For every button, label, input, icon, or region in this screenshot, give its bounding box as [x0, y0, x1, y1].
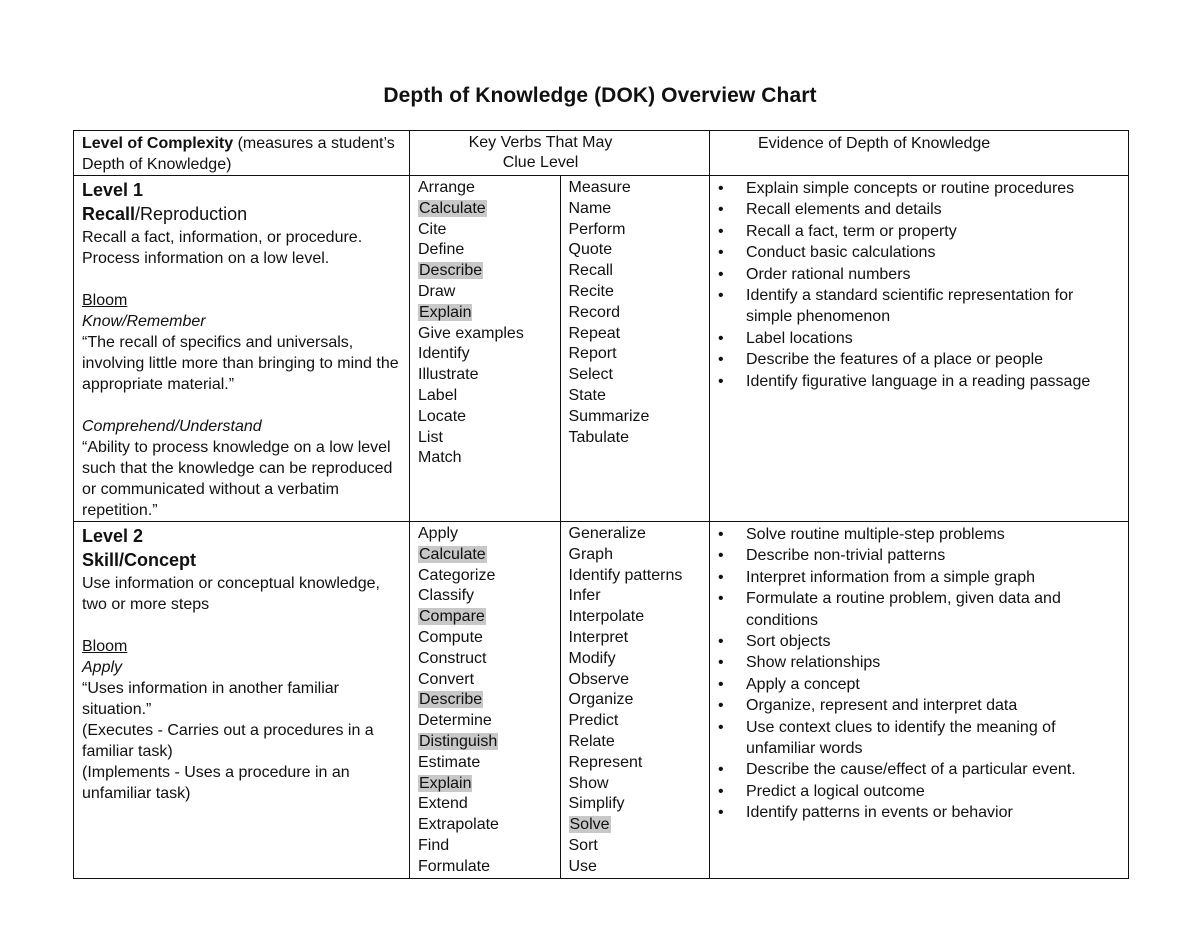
level-2-note-1: (Executes - Carries out a procedures in a familiar task) [82, 722, 374, 760]
verb-item: Quote [568, 241, 613, 259]
verb-item: Tabulate [568, 428, 629, 446]
evidence-item: • Predict a logical outcome [718, 781, 1122, 802]
dok-table [73, 130, 1129, 879]
verb-item: Predict [568, 712, 619, 730]
verb-item: Record [568, 303, 621, 321]
verb-item: Show [568, 774, 609, 792]
evidence-item: • Identify patterns in events or behavior [718, 802, 1122, 823]
verb-item: Explain [419, 774, 472, 792]
verb-item: Classify [418, 587, 475, 605]
level-2-verbs-cell [410, 522, 710, 879]
level-2-bloom-heading-1: Apply [82, 659, 123, 676]
evidence-item: • Organize, represent and interpret data [718, 695, 1122, 716]
verb-item: Find [418, 836, 450, 854]
verb-item: Select [568, 366, 613, 384]
verb-item: Describe [419, 691, 483, 709]
header-level-rest: (measures a student’s Depth of Knowledge) [82, 135, 395, 173]
verb-item: Compute [418, 628, 483, 646]
verb-item: Sort [568, 836, 598, 854]
verb-item: Apply [418, 525, 459, 542]
evidence-item: • Show relationships [718, 652, 1122, 673]
verb-item: Recite [568, 282, 614, 300]
header-level-bold: Level of Complexity [82, 135, 234, 152]
level-1-bloom-quote-1: “The recall of specifics and universals, involving little more than bringing to mind the appropriate material.” [82, 334, 399, 393]
verb-item: Construct [418, 649, 487, 667]
level-1-bloom-label: Bloom [82, 292, 128, 309]
verb-item: Report [568, 345, 617, 363]
evidence-item: • Identify figurative language in a reading passage [718, 371, 1122, 392]
verb-item: Repeat [568, 324, 621, 342]
evidence-item: • Solve routine multiple-step problems [718, 524, 1122, 545]
verb-item: Extrapolate [418, 816, 499, 834]
level-1-number: Level 1 [82, 180, 144, 200]
verb-item: Match [418, 449, 462, 467]
verb-item: Interpolate [568, 608, 645, 626]
verb-item: Calculate [419, 199, 486, 217]
verb-item: Explain [419, 303, 472, 321]
verb-item: Extend [418, 795, 468, 813]
level-2-name-bold: Skill/Concept [82, 550, 197, 570]
level-1-bloom-heading-1: Know/Remember [82, 313, 206, 330]
evidence-item: • Recall a fact, term or property [718, 221, 1122, 242]
level-1-summary: Recall a fact, information, or procedure. Process information on a low level. [82, 229, 363, 267]
level-2-verbs-col2 [560, 522, 710, 878]
verb-item: Use [568, 857, 597, 875]
evidence-item: • Describe the features of a place or people [718, 349, 1122, 370]
evidence-item: • Recall elements and details [718, 199, 1122, 220]
verb-item: Illustrate [418, 366, 479, 384]
verb-item: Estimate [418, 753, 481, 771]
evidence-item: • Identify a standard scientific representation for simple phenomenon [718, 285, 1122, 328]
verb-item: Convert [418, 670, 475, 688]
verb-item: Give examples [418, 324, 524, 342]
evidence-item: • Describe the cause/effect of a particular event. [718, 759, 1122, 780]
evidence-item: • Order rational numbers [718, 264, 1122, 285]
level-1-bloom-heading-2: Comprehend/Understand [82, 418, 262, 435]
verb-item: State [568, 386, 606, 404]
verb-item: Recall [568, 262, 613, 280]
level-1-verbs-col2 [560, 176, 710, 521]
level-2-bloom-quote-1: “Uses information in another familiar situation.” [82, 680, 339, 718]
level-1-bloom-quote-2: “Ability to process knowledge on a low level such that the knowledge can be reproduced or communicated without a verbatim repetition.” [82, 439, 393, 519]
verb-item: List [418, 428, 443, 446]
evidence-item: • Conduct basic calculations [718, 242, 1122, 263]
header-verbs-line2: Clue Level [502, 154, 579, 171]
level-1-description-cell [74, 176, 410, 522]
verb-item: Relate [568, 732, 615, 750]
verb-item: Formulate [418, 857, 491, 875]
verb-item: Draw [418, 282, 456, 300]
level-2-verbs-col1 [410, 522, 560, 878]
verb-item: Infer [568, 587, 601, 605]
verb-item: Describe [419, 262, 483, 280]
verb-item: Identify [418, 345, 470, 363]
level-2-description-cell [74, 522, 410, 879]
evidence-item: • Sort objects [718, 631, 1122, 652]
evidence-item: • Explain simple concepts or routine procedures [718, 178, 1122, 199]
level-2-evidence-list [718, 524, 1122, 824]
header-key-verbs [410, 131, 710, 176]
verb-item: Generalize [568, 525, 646, 542]
verb-item: Solve [569, 816, 610, 834]
level-2-row [74, 522, 1129, 879]
evidence-item: • Formulate a routine problem, given data and conditions [718, 588, 1122, 631]
verb-item: Cite [418, 220, 447, 238]
header-verbs-line1: Key Verbs That May [468, 134, 613, 151]
level-1-verbs-cell [410, 176, 710, 522]
verb-item: Observe [568, 670, 629, 688]
header-level-of-complexity [74, 131, 410, 176]
level-1-name-rest: /Reproduction [135, 204, 248, 224]
level-1-evidence-cell [710, 176, 1129, 522]
verb-item: Categorize [418, 566, 496, 584]
level-1-evidence-list [718, 178, 1122, 392]
verb-item: Compare [419, 608, 485, 626]
verb-item: Represent [568, 753, 643, 771]
verb-item: Arrange [418, 179, 475, 196]
verb-item: Locate [418, 407, 467, 425]
verb-item: Perform [568, 220, 626, 238]
level-2-bloom-label: Bloom [82, 638, 128, 655]
verb-item: Simplify [568, 795, 625, 813]
verb-item: Summarize [568, 407, 650, 425]
verb-item: Calculate [419, 545, 486, 563]
verb-item: Organize [568, 691, 634, 709]
header-evidence: Evidence of Depth of Knowledge [710, 131, 1129, 176]
evidence-item: • Interpret information from a simple graph [718, 567, 1122, 588]
verb-item: Label [418, 386, 458, 404]
level-2-number: Level 2 [82, 526, 144, 546]
verb-item: Define [418, 241, 465, 259]
level-1-verbs-col1 [410, 176, 560, 521]
verb-item: Modify [568, 649, 616, 667]
verb-item: Interpret [568, 628, 629, 646]
evidence-item: • Describe non-trivial patterns [718, 545, 1122, 566]
level-2-name [82, 548, 403, 573]
verb-item: Determine [418, 712, 492, 730]
verb-item: Identify patterns [568, 566, 683, 584]
verb-item: Distinguish [419, 732, 498, 750]
verb-item: Measure [568, 179, 631, 196]
verb-item: Name [568, 199, 612, 217]
page-title: Depth of Knowledge (DOK) Overview Chart [383, 84, 817, 107]
level-2-summary: Use information or conceptual knowledge, two or more steps [82, 575, 380, 613]
level-1-row [74, 176, 1129, 522]
verb-item: Graph [568, 545, 613, 563]
level-2-note-2: (Implements - Uses a procedure in an unfamiliar task) [82, 764, 350, 802]
level-1-name-bold: Recall [82, 204, 136, 224]
evidence-item: • Label locations [718, 328, 1122, 349]
table-header-row [74, 131, 1129, 176]
evidence-item: • Apply a concept [718, 674, 1122, 695]
evidence-item: • Use context clues to identify the meaning of unfamiliar words [718, 717, 1122, 760]
level-2-evidence-cell [710, 522, 1129, 879]
level-1-name [82, 202, 403, 227]
